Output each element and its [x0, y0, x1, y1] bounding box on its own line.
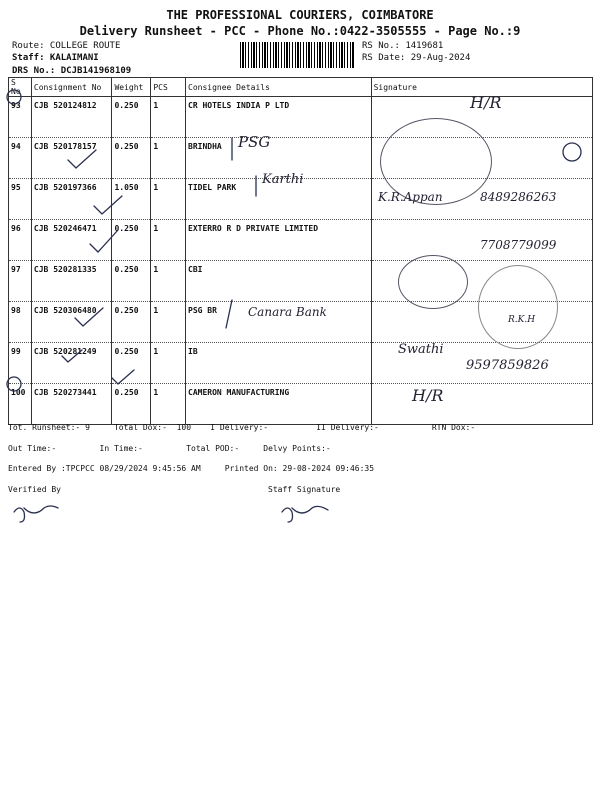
staff-label: Staff: KALAIMANI [12, 53, 99, 63]
phone-number: 9597859826 [466, 358, 549, 373]
cell-pcs: 1 [151, 261, 186, 302]
signature-bank: Canara Bank [248, 305, 327, 319]
runsheet-subtitle: Delivery Runsheet - PCC - Phone No.:0422-3505555 - Page No.:9 [79, 24, 521, 38]
col-signature: Signature [371, 78, 592, 97]
cell-consignee: CR HOTELS INDIA P LTD [186, 97, 372, 138]
cell-weight: 0.250 [112, 384, 151, 425]
cell-pcs: 1 [151, 179, 186, 220]
cell-consignment: CJB 520281249 [31, 343, 112, 384]
drs-label: DRS No.: DCJB141968109 [12, 66, 132, 76]
cell-consignee: EXTERRO R D PRIVATE LIMITED [186, 220, 372, 261]
cell-sno: 100 [9, 384, 32, 425]
cell-consignee: BRINDHA [186, 138, 372, 179]
cell-weight: 0.250 [112, 220, 151, 261]
cell-pcs: 1 [151, 220, 186, 261]
cell-weight: 0.250 [112, 138, 151, 179]
signature-appan: K.R.Appan [378, 190, 443, 204]
signature-karthi: Karthi [262, 172, 304, 187]
rs-number: RS No.: 1419681 [362, 41, 444, 51]
rs-date: RS Date: 29-Aug-2024 [362, 53, 471, 63]
cell-consignment: CJB 520197366 [31, 179, 112, 220]
cell-consignee: TIDEL PARK [186, 179, 372, 220]
entered-line: Entered By :TPCPCC 08/29/2024 9:45:56 AM Printed On: 29-08-2024 09:46:35 [8, 464, 375, 473]
cell-consignment: CJB 520124812 [31, 97, 112, 138]
cell-pcs: 1 [151, 302, 186, 343]
cell-consignment: CJB 520178157 [31, 138, 112, 179]
col-weight: Weight [112, 78, 151, 97]
cell-weight: 0.250 [112, 302, 151, 343]
cell-pcs: 1 [151, 97, 186, 138]
cell-pcs: 1 [151, 138, 186, 179]
signature-rkh: R.K.H [508, 315, 536, 325]
cell-pcs: 1 [151, 384, 186, 425]
col-sno: S No [9, 78, 32, 97]
cell-sno: 95 [9, 179, 32, 220]
route-label: Route: COLLEGE ROUTE [12, 41, 121, 51]
phone-number: 8489286263 [480, 190, 557, 204]
signature-psg: PSG [238, 133, 271, 151]
staff-signature [282, 506, 328, 522]
cell-consignment: CJB 520273441 [31, 384, 112, 425]
col-consignment: Consignment No [31, 78, 112, 97]
cell-sno: 94 [9, 138, 32, 179]
cell-pcs: 1 [151, 343, 186, 384]
cell-consignee: IB [186, 343, 372, 384]
cell-consignee: CBI [186, 261, 372, 302]
signature-hr: H/R [412, 386, 444, 405]
verifier-signature [14, 506, 58, 522]
cell-sno: 98 [9, 302, 32, 343]
cell-weight: 0.250 [112, 261, 151, 302]
cell-sno: 96 [9, 220, 32, 261]
col-consignee: Consignee Details [186, 78, 372, 97]
cell-sno: 97 [9, 261, 32, 302]
times-line: Out Time:- In Time:- Total POD:- Delvy Points:- [8, 444, 331, 453]
totals-line: Tot. Runsheet:- 9 Total Dox:- 100 I Delivery:- II Delivery:- RTN Dox:- [8, 423, 476, 432]
cell-weight: 1.050 [112, 179, 151, 220]
staff-signature-label: Staff Signature [268, 485, 341, 494]
company-title: THE PROFESSIONAL COURIERS, COIMBATORE [166, 8, 434, 22]
col-pcs: PCS [151, 78, 186, 97]
cell-weight: 0.250 [112, 343, 151, 384]
cell-sno: 93 [9, 97, 32, 138]
cell-consignment: CJB 520306480 [31, 302, 112, 343]
cell-weight: 0.250 [112, 97, 151, 138]
signature-hr: H/R [470, 93, 502, 112]
verified-label: Verified By [8, 485, 61, 494]
cell-consignee: PSG BR [186, 302, 372, 343]
cell-sno: 99 [9, 343, 32, 384]
signature-swathi: Swathi [398, 342, 444, 357]
cell-consignment: CJB 520281335 [31, 261, 112, 302]
cell-consignment: CJB 520246471 [31, 220, 112, 261]
cell-consignee: CAMERON MANUFACTURING [186, 384, 372, 425]
phone-number: 7708779099 [480, 238, 557, 252]
